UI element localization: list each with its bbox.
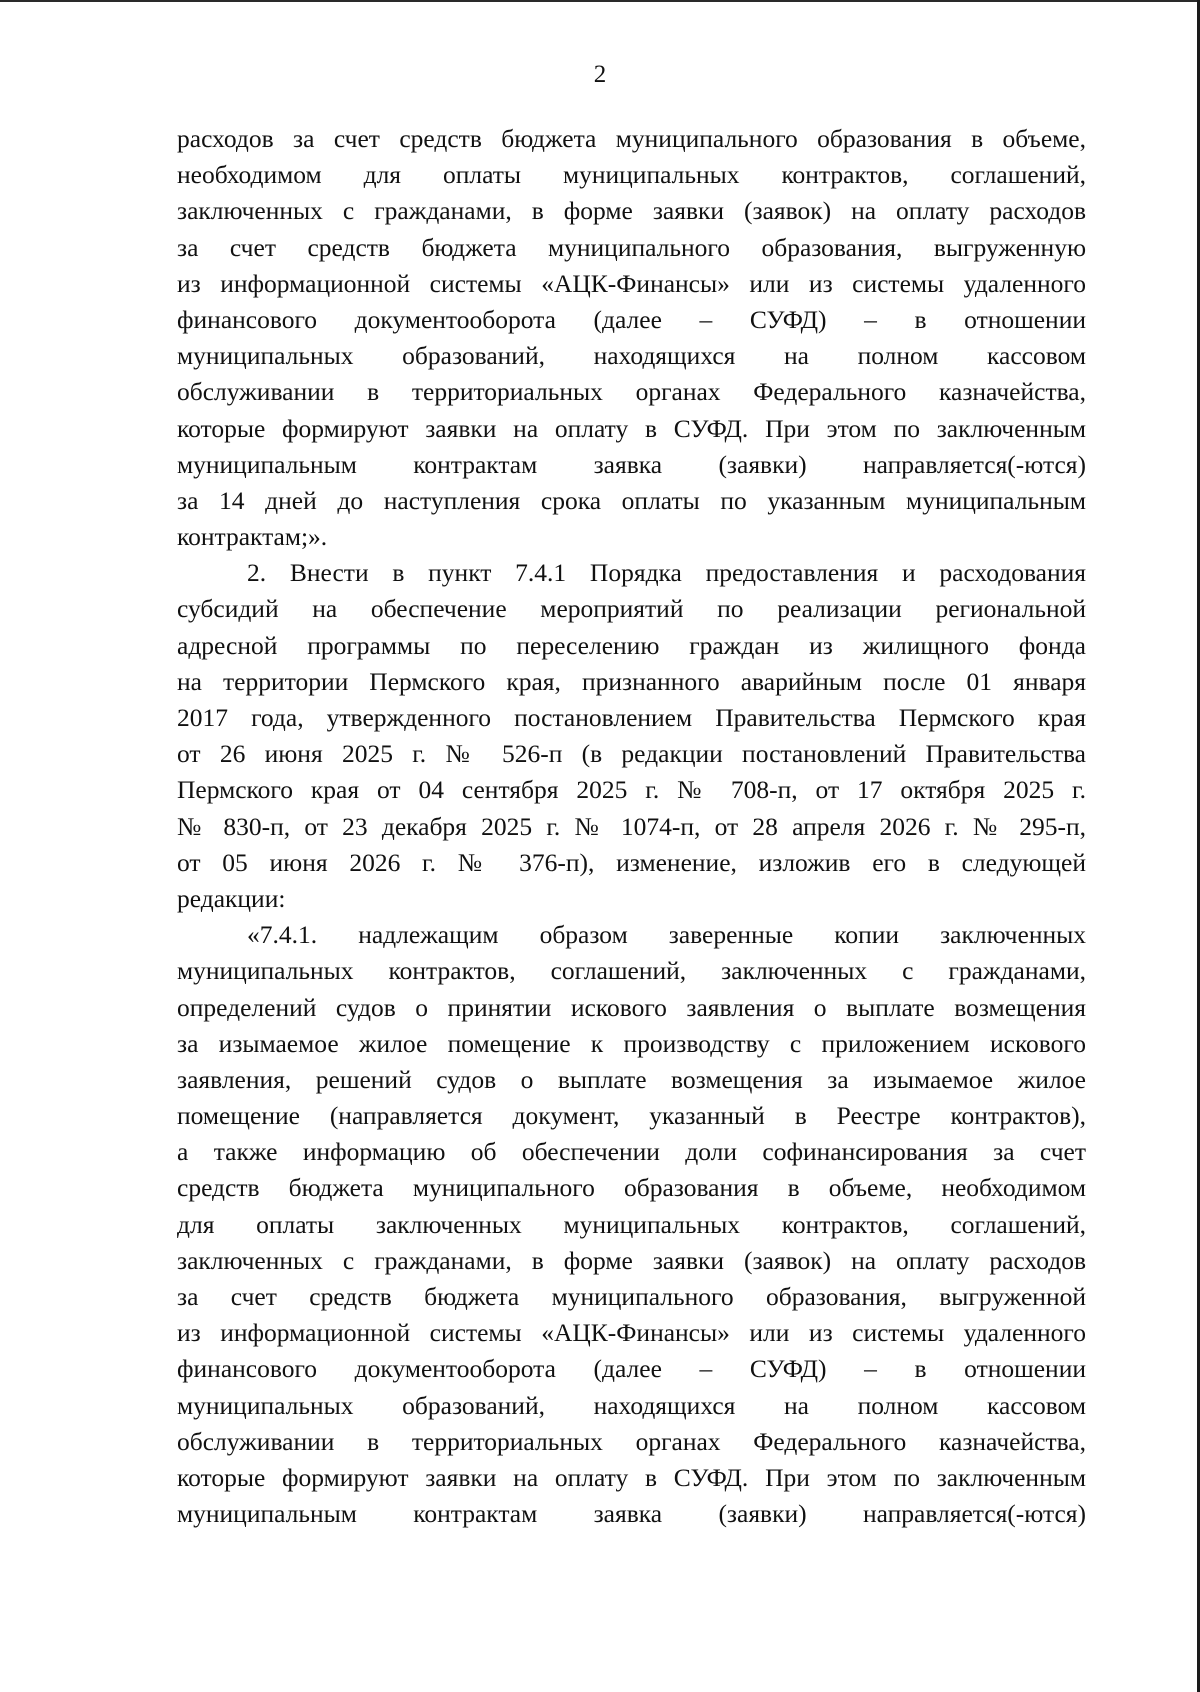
text-line: необходимом для оплаты муниципальных контрактов, соглашений,: [177, 160, 1086, 190]
text-line: заключенных с гражданами, в форме заявки (заявок) на оплату расходов: [177, 196, 1086, 226]
text-line: за счет средств бюджета муниципального образования, выгруженную: [177, 232, 1086, 262]
text-line: муниципальных образований, находящихся на полном кассовом: [177, 341, 1086, 371]
text-line: обслуживании в территориальных органах Федерального казначейства,: [177, 1426, 1086, 1456]
text-line: расходов за счет средств бюджета муниципального образования в объеме,: [177, 124, 1086, 153]
text-line: муниципальным контрактам заявка (заявки) направляется(-ются): [177, 449, 1086, 479]
text-line: заключенных с гражданами, в форме заявки (заявок) на оплату расходов: [177, 1245, 1086, 1275]
text-line: редакции:: [177, 883, 286, 913]
text-line: помещение (направляется документ, указанный в Реестре контрактов),: [177, 1101, 1086, 1131]
text-line: за счет средств бюджета муниципального образования, выгруженной: [177, 1282, 1086, 1311]
text-line: которые формируют заявки на оплату в СУФД. При этом по заключенным: [177, 413, 1086, 443]
text-line: обслуживании в территориальных органах Федерального казначейства,: [177, 377, 1086, 407]
text-line: от 05 июня 2026 г. № 376-п), изменение, изложив его в следующей: [177, 847, 1086, 877]
text-line: субсидий на обеспечение мероприятий по реализации региональной: [177, 594, 1086, 624]
text-line: контрактам;».: [177, 522, 328, 552]
page-number: 2: [593, 61, 607, 88]
text-line: на территории Пермского края, признанного аварийным после 01 января: [177, 666, 1086, 696]
text-line: для оплаты заключенных муниципальных контрактов, соглашений,: [177, 1209, 1086, 1239]
text-line: из информационной системы «АЦК-Финансы» или из системы удаленного: [177, 1318, 1086, 1348]
text-line: муниципальных образований, находящихся на полном кассовом: [177, 1390, 1086, 1420]
text-line: средств бюджета муниципального образования в объеме, необходимом: [177, 1173, 1086, 1203]
text-line: финансового документооборота (далее – СУФД) – в отношении: [177, 304, 1086, 334]
text-line: за 14 дней до наступления срока оплаты по указанным муниципальным: [177, 485, 1086, 515]
text-line: муниципальных контрактов, соглашений, заключенных с гражданами,: [177, 956, 1086, 986]
text-line: заявления, решений судов о выплате возмещения за изымаемое жилое: [177, 1064, 1086, 1094]
text-line: Пермского края от 04 сентября 2025 г. № 708-п, от 17 октября 2025 г.: [177, 775, 1086, 805]
text-line: за изымаемое жилое помещение к производству с приложением искового: [177, 1028, 1086, 1058]
text-line: от 26 июня 2025 г. № 526-п (в редакции постановлений Правительства: [177, 739, 1086, 769]
text-line: из информационной системы «АЦК-Финансы» или из системы удаленного: [177, 268, 1086, 298]
page-top-edge: [0, 0, 1200, 2]
text-line: финансового документооборота (далее – СУФД) – в отношении: [177, 1354, 1086, 1384]
text-line: 2017 года, утвержденного постановлением Правительства Пермского края: [177, 703, 1086, 732]
text-line: адресной программы по переселению граждан из жилищного фонда: [177, 630, 1086, 660]
paragraph-start-line: 2. Внести в пункт 7.4.1 Порядка предоставления и расходования: [247, 558, 1086, 588]
text-line: а также информацию об обеспечении доли софинансирования за счет: [177, 1137, 1086, 1167]
document-body: [177, 121, 1086, 1532]
text-line: № 830-п, от 23 декабря 2025 г. № 1074-п, от 28 апреля 2026 г. № 295-п,: [177, 811, 1086, 841]
text-line: которые формируют заявки на оплату в СУФД. При этом по заключенным: [177, 1462, 1086, 1492]
text-line: определений судов о принятии искового заявления о выплате возмещения: [177, 992, 1086, 1022]
paragraph-start-line: «7.4.1. надлежащим образом заверенные копии заключенных: [247, 920, 1086, 950]
text-line: муниципальным контрактам заявка (заявки) направляется(-ются): [177, 1499, 1086, 1529]
